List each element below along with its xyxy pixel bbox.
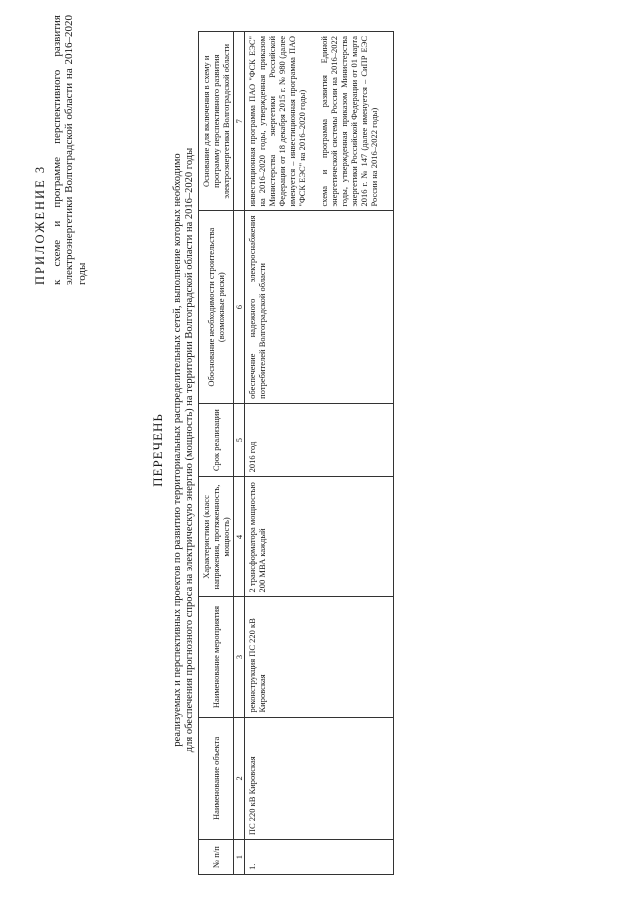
header-basis: Основание для включения в схему и программу перспективного развития электроэнергетики Волгоградской области bbox=[199, 32, 234, 212]
appendix-heading: ПРИЛОЖЕНИЕ 3 bbox=[33, 164, 47, 285]
header-justification: Обоснование необходимости строительства (возможные риски) bbox=[199, 211, 234, 403]
header-object: Наименование объекта bbox=[199, 717, 234, 840]
header-term: Срок реализации bbox=[199, 403, 234, 477]
row-number: 1. bbox=[245, 840, 394, 875]
basis-item: схема и программа развития Единой энергетической системы России на 2016–2022 годы, утвержденная приказом Министерства энергетики Российской Федерации от 01 марта 2016 г. № 147 (далее именуется – СиПР ЕЭС России на 2016–2022 годы) bbox=[319, 36, 379, 207]
table-header-row bbox=[199, 32, 234, 875]
header-number: № п/п bbox=[199, 840, 234, 875]
projects-table bbox=[198, 31, 394, 875]
document-subtitle bbox=[172, 35, 196, 865]
basis-item: инвестиционная программа ПАО "ФСК ЕЭС" на 2016–2020 годы, утвержденная приказом Министерства энергетики Российской Федерации от 18 декабря 2015 г. № 980 (далее именуется – инвестиционная программа ПАО "ФСК ЕЭС" на 2016–2020 годы) bbox=[247, 36, 307, 207]
row-basis bbox=[245, 32, 394, 212]
table-row bbox=[245, 32, 394, 875]
column-number: 5 bbox=[234, 403, 245, 477]
header-measure: Наименование мероприятия bbox=[199, 597, 234, 717]
row-object: ПС 220 кВ Кировская bbox=[245, 717, 394, 840]
header-characteristics: Характеристики (класс напряжения, протяженность, мощность) bbox=[199, 477, 234, 597]
column-number: 6 bbox=[234, 211, 245, 403]
subtitle-line-1: реализуемых и перспективных проектов по развитию территориальных распределительных сетей, выполнение которых необходимо bbox=[172, 153, 183, 747]
document-title: ПЕРЕЧЕНЬ bbox=[150, 413, 165, 487]
appendix-block bbox=[34, 15, 88, 285]
appendix-text: к схеме и программе перспективного развития электроэнергетики Волгоградской области на 2016–2020 годы bbox=[50, 15, 88, 285]
row-characteristics: 2 трансформатора мощностью 200 МВА каждый bbox=[245, 477, 394, 597]
column-number: 7 bbox=[234, 32, 245, 212]
column-number: 4 bbox=[234, 477, 245, 597]
column-number: 3 bbox=[234, 597, 245, 717]
row-term: 2016 год bbox=[245, 403, 394, 477]
column-number: 1 bbox=[234, 840, 245, 875]
column-number: 2 bbox=[234, 717, 245, 840]
column-numbers-row bbox=[234, 32, 245, 875]
subtitle-line-2: для обеспечения прогнозного спроса на электрическую энергию (мощность) на территории Волгоградской области на 2016–2020 годы bbox=[184, 147, 195, 753]
row-justification: обеспечение надежного электроснабжения потребителей Волгоградской области bbox=[245, 211, 394, 403]
row-measure: реконструкция ПС 220 кВ Кировская bbox=[245, 597, 394, 717]
